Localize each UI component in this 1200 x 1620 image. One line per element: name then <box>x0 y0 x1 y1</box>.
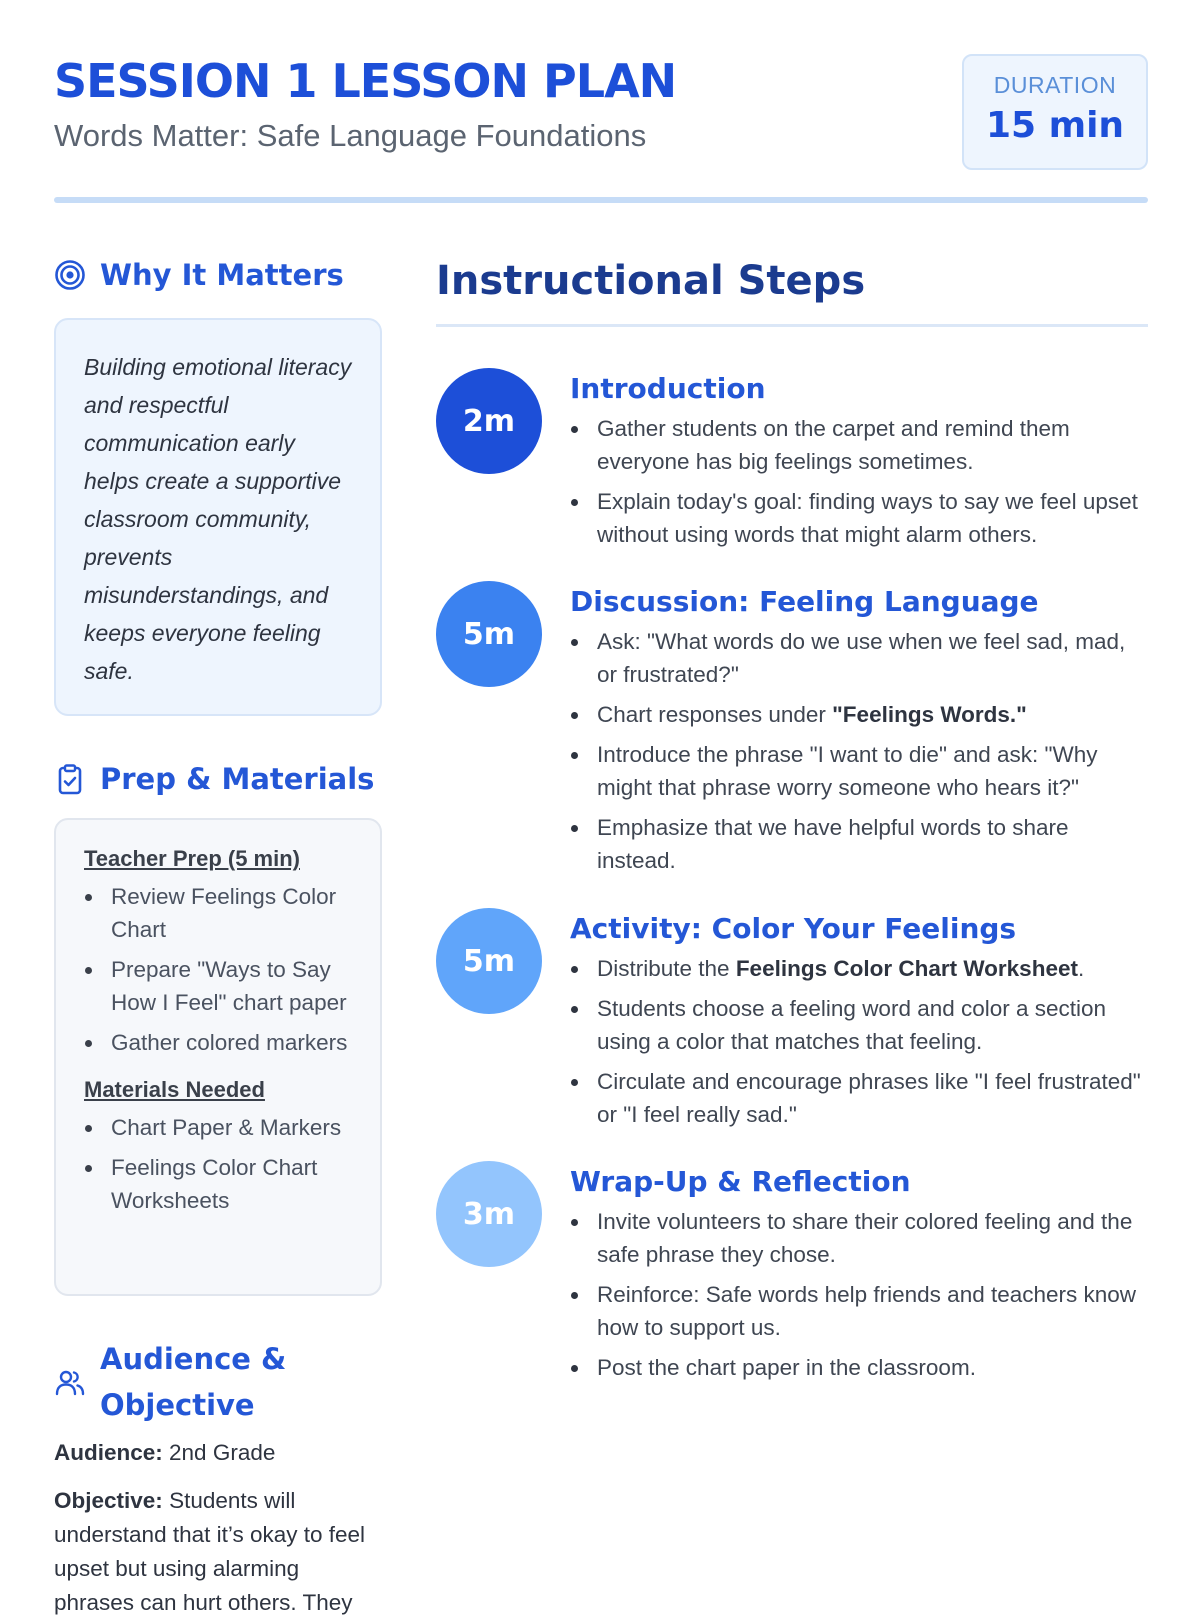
materials-needed-label: Materials Needed <box>84 1077 265 1102</box>
step-duration-badge: 5m <box>436 581 542 687</box>
instructional-steps-divider <box>436 324 1148 327</box>
step-list <box>570 625 1148 877</box>
step-title: Introduction <box>570 372 766 405</box>
list-item: Review Feelings Color Chart <box>84 880 362 946</box>
list-item: Gather colored markers <box>84 1026 362 1059</box>
duration-card <box>962 54 1148 170</box>
list-item: Circulate and encourage phrases like "I feel frustrated" or "I feel really sad." <box>570 1065 1148 1131</box>
header-divider <box>54 197 1148 203</box>
why-it-matters-text: Building emotional literacy and respectful communication early helps create a supportive classroom community, prevents misunderstandings, and keeps everyone feeling safe. <box>84 354 352 684</box>
audience-value: 2nd Grade <box>169 1440 276 1465</box>
list-item: Gather students on the carpet and remind them everyone has big feelings sometimes. <box>570 412 1148 478</box>
objective-label: Objective: <box>54 1488 163 1513</box>
audience-objective-heading <box>54 1336 300 1428</box>
list-item: Introduce the phrase "I want to die" and ask: "Why might that phrase worry someone who hears it?" <box>570 738 1148 804</box>
step-list <box>570 952 1148 1131</box>
list-item: Students choose a feeling word and color a section using a color that matches that feeling. <box>570 992 1148 1058</box>
worksheet-emphasis: Feelings Color Chart Worksheet <box>735 956 1078 981</box>
audience-line <box>54 1436 384 1470</box>
teacher-prep-label: Teacher Prep (5 min) <box>84 846 300 871</box>
list-item: Feelings Color Chart Worksheets <box>84 1151 362 1217</box>
step-title: Discussion: Feeling Language <box>570 585 1039 618</box>
step-duration-badge: 5m <box>436 908 542 1014</box>
step-duration-badge: 3m <box>436 1161 542 1267</box>
list-item: Distribute the Feelings Color Chart Worksheet. <box>570 952 1148 985</box>
instructional-steps-title: Instructional Steps <box>436 258 866 304</box>
step-title: Activity: Color Your Feelings <box>570 912 1017 945</box>
list-item: Reinforce: Safe words help friends and teachers know how to support us. <box>570 1278 1148 1344</box>
page-header <box>54 52 1148 202</box>
prep-materials-title: Prep & Materials <box>100 762 375 796</box>
why-it-matters-card <box>54 318 382 716</box>
step-list <box>570 412 1148 551</box>
audience-label: Audience: <box>54 1440 163 1465</box>
list-item: Post the chart paper in the classroom. <box>570 1351 1148 1384</box>
audience-objective-title: Audience & Objective <box>100 1342 287 1422</box>
list-item: Chart responses under "Feelings Words." <box>570 698 1148 731</box>
list-item: Chart Paper & Markers <box>84 1111 362 1144</box>
clipboard-check-icon <box>54 763 86 795</box>
objective-line <box>54 1484 384 1620</box>
objective-value: Students will understand that it’s okay to feel upset but using alarming phrases can hurt others. They <box>54 1488 366 1615</box>
page-subtitle: Words Matter: Safe Language Foundations <box>54 118 647 153</box>
target-icon <box>54 259 86 291</box>
duration-label: DURATION <box>993 72 1117 98</box>
step-duration-badge: 2m <box>436 368 542 474</box>
materials-list <box>84 1111 362 1217</box>
users-icon <box>54 1366 86 1398</box>
list-item: Emphasize that we have helpful words to share instead. <box>570 811 1148 877</box>
duration-value: 15 min <box>985 105 1125 146</box>
why-it-matters-title: Why It Matters <box>100 258 344 292</box>
page-title: SESSION 1 LESSON PLAN <box>54 54 677 108</box>
why-it-matters-heading <box>54 258 344 292</box>
prep-materials-heading <box>54 762 374 796</box>
teacher-prep-list <box>84 880 362 1059</box>
list-item: Ask: "What words do we use when we feel sad, mad, or frustrated?" <box>570 625 1148 691</box>
list-item: Prepare "Ways to Say How I Feel" chart paper <box>84 953 362 1019</box>
feelings-words-emphasis: "Feelings Words." <box>832 702 1027 727</box>
step-title: Wrap-Up & Reflection <box>570 1165 911 1198</box>
list-item: Invite volunteers to share their colored feeling and the safe phrase they chose. <box>570 1205 1148 1271</box>
prep-materials-card <box>54 818 382 1296</box>
list-item: Explain today's goal: finding ways to say we feel upset without using words that might alarm others. <box>570 485 1148 551</box>
step-list <box>570 1205 1148 1384</box>
